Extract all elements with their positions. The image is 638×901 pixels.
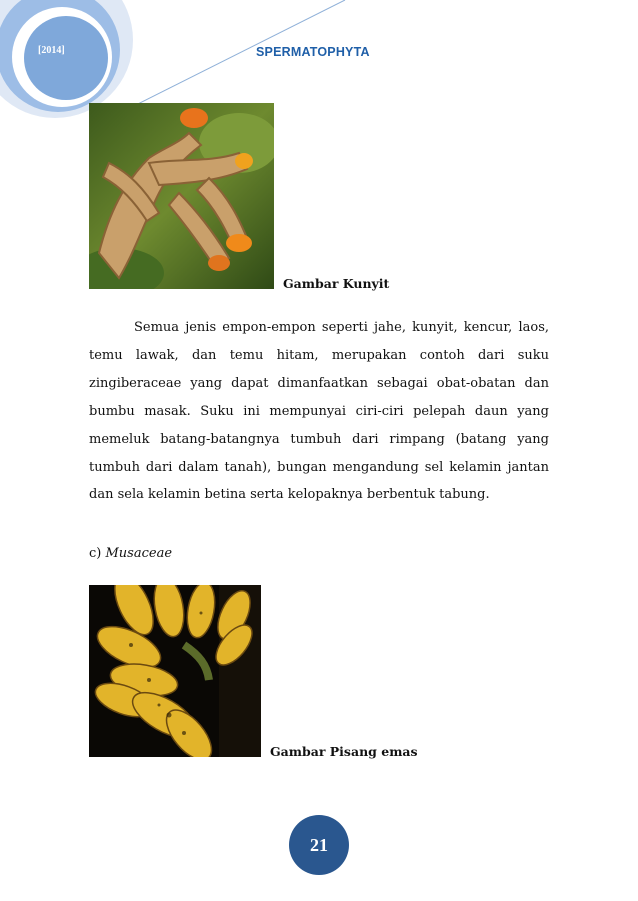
section-subheading <box>89 546 172 561</box>
header-year: [2014] <box>38 45 65 56</box>
body-paragraph <box>89 314 549 509</box>
header-title: SPERMATOPHYTA <box>256 45 370 59</box>
figure-caption-turmeric: Gambar Kunyit <box>283 276 390 291</box>
figure-caption-banana: Gambar Pisang emas <box>270 744 418 759</box>
turmeric-photo <box>89 103 274 289</box>
paragraph-text: Semua jenis empon-empon seperti jahe, kunyit, kencur, laos, temu lawak, dan temu hitam, merupakan contoh dari suku zingiberaceae yang dapat dimanfaatkan sebagai obat-obatan dan bumbu masak. Suku ini mempunyai ciri-ciri pelepah daun yang memeluk batang-batangnya tumbuh dari rimpang (batang yang tumbuh dari dalam tanah), bungan mengandung sel kelamin jantan dan sela kelamin betina serta kelopaknya berbentuk tabung. <box>89 320 549 503</box>
page-number-badge: 21 <box>289 815 349 875</box>
banana-photo <box>89 585 261 757</box>
subheading-name: Musaceae <box>105 546 173 561</box>
subheading-prefix: c) <box>89 546 106 561</box>
